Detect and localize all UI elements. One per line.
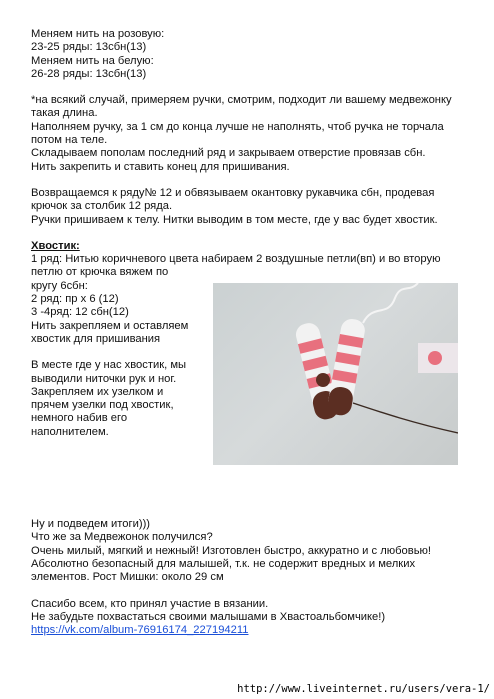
text-line: Нить закрепляем и оставляем хвостик для пришивания [31,319,189,345]
text-paragraph: В месте где у нас хвостик, мы выводили ниточки рук и ног. Закрепляем их узелком и прячем узелки под хвостик, немного набив его наполнителем. [31,359,187,438]
text-line: Очень милый, мягкий и нежный! Изготовлен быстро, аккуратно и с любовью! [31,544,432,557]
text-line: 1 ряд: Нитью коричневого цвета набираем 2 воздушные петли(вп) и во вторую [31,253,441,266]
text-line: 3 -4ряд: 12 сбн(12) [31,306,129,319]
text-line: Спасибо всем, кто принял участие в вязании. [31,597,269,610]
text-paragraph: Абсолютно безопасный для малышей, т.к. не содержит вредных и мелких элементов. Рост Мишки: около 29 см [31,557,416,584]
crochet-arms-illustration [213,283,458,465]
text-paragraph: Нить закрепить и ставить конец для пришивания. [31,160,290,173]
text-paragraph: Наполняем ручку, за 1 см до конца лучше не наполнять, чтоб ручка не торчала потом на теле. [31,120,444,147]
text-paragraph: Складываем пополам последний ряд и закрываем отверстие провязав сбн. [31,147,426,160]
text-line: Ну и подведем итоги))) [31,518,151,531]
text-line: петлю от крючка вяжем по кругу 6сбн: [31,266,169,292]
text-line: Что же за Медвежонок получился? [31,531,213,544]
text-paragraph: Возвращаемся к ряду№ 12 и обвязываем окантовку рукавчика сбн, продевая крючок за столбик 12 ряда. [31,186,435,213]
text-line: 23-25 ряды: 13сбн(13) [31,41,147,54]
text-line: Меняем нить на розовую: [31,28,165,40]
text-line: Меняем нить на белую: [31,54,154,67]
text-paragraph: Ручки пришиваем к телу. Нитки выводим в том месте, где у вас будет хвостик. [31,213,438,226]
text-line: Не забудьте похвастаться своими малышами в Хвастоальбомчике!) [31,610,386,623]
album-link[interactable]: https://vk.com/album-76916174_227194211 [31,624,249,637]
watermark-url: http://www.liveinternet.ru/users/vera-1/ [237,682,490,695]
text-paragraph: *на всякий случай, примеряем ручки, смотрим, подходит ли вашему медвежонку такая длина. [31,94,452,120]
crochet-arms-photo [213,283,458,465]
text-line: 2 ряд: пр х 6 (12) [31,293,119,306]
text-line: 26-28 ряды: 13сбн(13) [31,67,147,80]
section-heading-tail: Хвостик: [31,239,80,252]
